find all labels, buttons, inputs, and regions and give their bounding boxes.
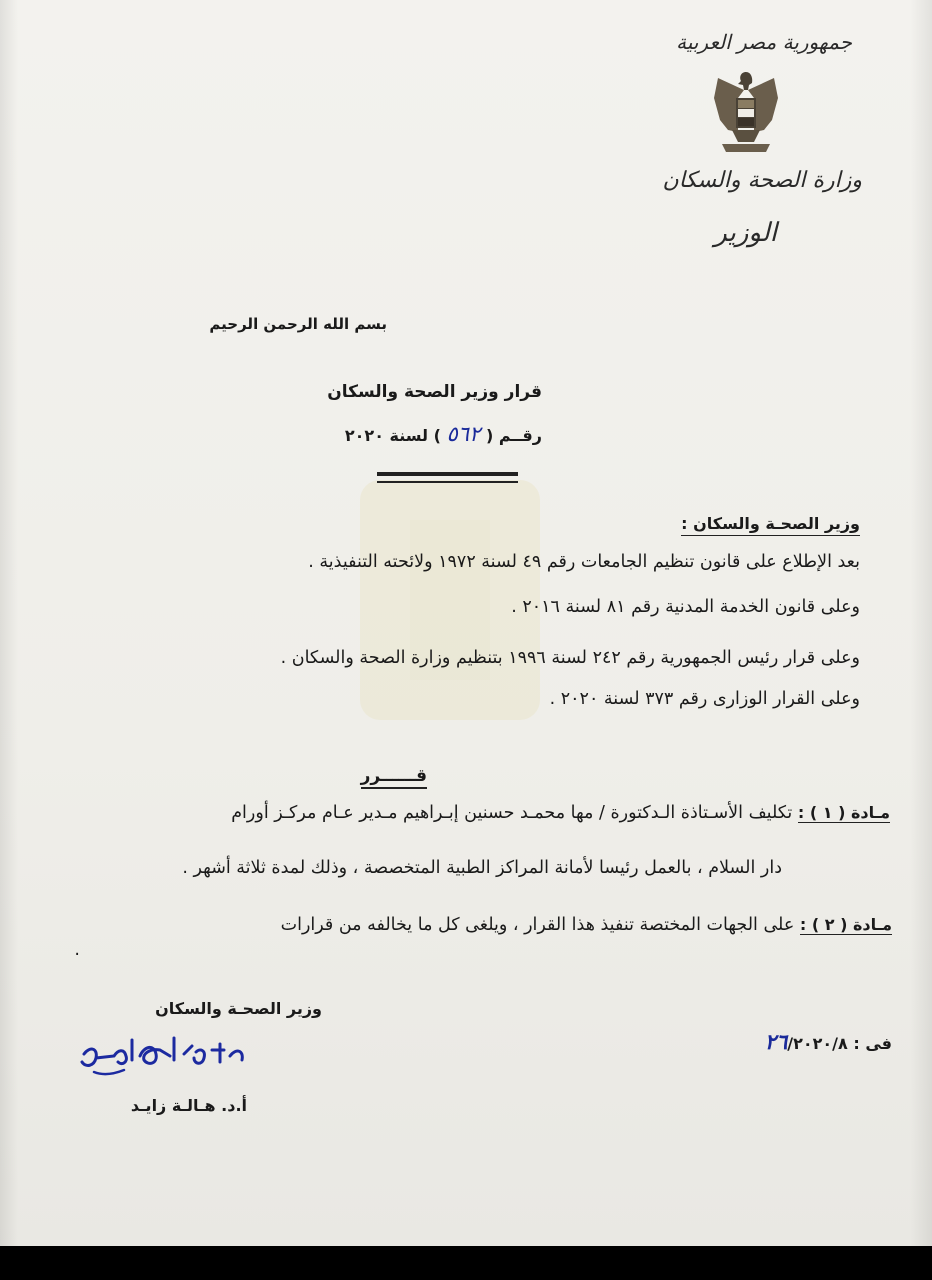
article-2-text: على الجهات المختصة تنفيذ هذا القرار ، ويلغى كل ما يخالفه من قرارات — [280, 915, 795, 935]
article-1-line-1 — [231, 803, 890, 823]
letterhead-ministry: وزارة الصحة والسكان — [662, 168, 862, 193]
decree-date — [765, 1030, 892, 1054]
article-2-line-1 — [281, 915, 892, 935]
signature-title: وزير الصحـة والسكان — [155, 999, 322, 1018]
title-divider-thin — [377, 481, 518, 483]
decree-title: قرار وزير الصحة والسكان — [327, 382, 542, 402]
decided-heading: قــــــرر — [361, 766, 427, 789]
letterhead-minister: الوزير — [714, 218, 777, 248]
article-1-label: مـادة ( ١ ) : — [797, 803, 890, 822]
preamble-line: وعلى قرار رئيس الجمهورية رقم ٢٤٢ لسنة ١٩٩٦ بتنظيم وزارة الصحة والسكان . — [280, 648, 860, 668]
article-1-text: تكليف الأسـتاذة الـدكتورة / مها محمـد حسنين إبـراهيم مـدير عـام مركـز أورام — [231, 803, 793, 823]
decree-number-handwritten: ٥٦٢ — [446, 422, 481, 446]
date-prefix: فى : — [853, 1034, 892, 1053]
decree-number-suffix: ) لسنة ٢٠٢٠ — [344, 426, 441, 445]
preamble-line: وعلى قانون الخدمة المدنية رقم ٨١ لسنة ٢٠١٦ . — [511, 597, 860, 617]
article-2-line-2: . — [74, 940, 80, 960]
date-rest: /٢٠٢٠/٨ — [787, 1034, 848, 1053]
article-1-line-2: دار السلام ، بالعمل رئيسا لأمانة المراكز الطبية المتخصصة ، وذلك لمدة ثلاثة أشهر . — [182, 858, 782, 878]
preamble-line: وعلى القرار الوزارى رقم ٣٧٣ لسنة ٢٠٢٠ . — [549, 689, 860, 709]
date-handwritten-day: ٢٦ — [764, 1030, 788, 1054]
decree-number-prefix: رقــم ( — [485, 426, 542, 445]
preamble-heading: وزير الصحـة والسكان : — [681, 514, 860, 536]
screen-bottom-bar — [0, 1246, 932, 1280]
letterhead-republic: جمهورية مصر العربية — [676, 30, 852, 54]
decree-number — [345, 422, 542, 446]
article-2-label: مـادة ( ٢ ) : — [799, 915, 892, 934]
preamble-line: بعد الإطلاع على قانون تنظيم الجامعات رقم ٤٩ لسنة ١٩٧٢ ولائحته التنفيذية . — [308, 552, 860, 572]
signatory-name: أ.د. هـالـة زايـد — [130, 1096, 247, 1115]
basmala: بسم الله الرحمن الرحيم — [209, 315, 387, 333]
eagle-emblem-icon — [708, 68, 784, 156]
title-divider — [377, 472, 518, 476]
handwritten-signature — [74, 1026, 254, 1084]
